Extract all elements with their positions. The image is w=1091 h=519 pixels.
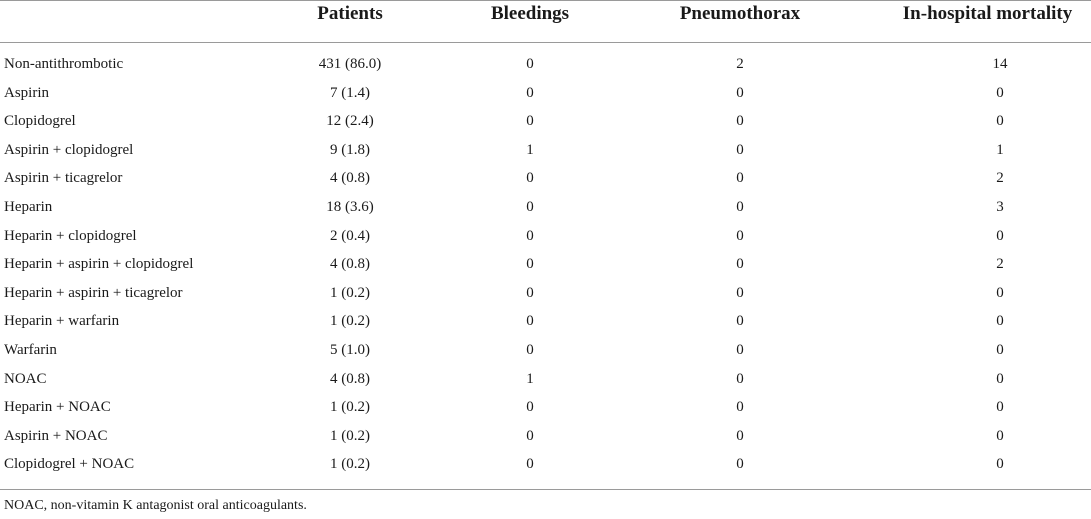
cell-in-hospital-mortality: 0 — [996, 341, 1004, 358]
table-row — [0, 164, 1091, 193]
cell-in-hospital-mortality: 1 — [996, 141, 1004, 158]
cell-pneumothorax: 0 — [736, 427, 744, 444]
cell-treatment: Aspirin + NOAC — [4, 427, 108, 444]
cell-patients: 2 (0.4) — [330, 227, 370, 244]
cell-treatment: Heparin + aspirin + ticagrelor — [4, 284, 183, 301]
table-header-rule — [0, 42, 1091, 43]
table-header-row — [0, 0, 1091, 42]
cell-pneumothorax: 0 — [736, 170, 744, 187]
cell-in-hospital-mortality: 0 — [996, 313, 1004, 330]
table-row — [0, 107, 1091, 136]
table-row — [0, 193, 1091, 222]
table-bottom-rule — [0, 489, 1091, 490]
table-row — [0, 365, 1091, 394]
header-patients: Patients — [317, 3, 383, 24]
cell-treatment: Heparin + clopidogrel — [4, 227, 137, 244]
cell-treatment: Clopidogrel + NOAC — [4, 456, 135, 473]
cell-bleedings: 0 — [526, 227, 534, 244]
cell-in-hospital-mortality: 0 — [996, 227, 1004, 244]
cell-patients: 4 (0.8) — [330, 370, 370, 387]
cell-pneumothorax: 0 — [736, 198, 744, 215]
cell-bleedings: 0 — [526, 170, 534, 187]
table-row — [0, 307, 1091, 336]
table-row — [0, 422, 1091, 451]
header-bleedings: Bleedings — [490, 3, 570, 24]
cell-in-hospital-mortality: 0 — [996, 370, 1004, 387]
cell-treatment: Aspirin — [4, 84, 49, 101]
cell-pneumothorax: 0 — [736, 227, 744, 244]
cell-pneumothorax: 0 — [736, 370, 744, 387]
cell-bleedings: 0 — [526, 427, 534, 444]
table-row — [0, 250, 1091, 279]
cell-in-hospital-mortality: 14 — [992, 56, 1008, 72]
cell-bleedings: 0 — [526, 456, 534, 473]
cell-patients: 1 (0.2) — [330, 456, 370, 473]
cell-in-hospital-mortality: 2 — [996, 256, 1004, 273]
cell-bleedings: 0 — [526, 399, 534, 416]
cell-in-hospital-mortality: 0 — [996, 84, 1004, 101]
cell-treatment: Clopidogrel — [4, 113, 76, 130]
cell-in-hospital-mortality: 0 — [996, 456, 1004, 473]
cell-pneumothorax: 0 — [736, 113, 744, 130]
table-row — [0, 279, 1091, 308]
cell-treatment: Heparin + warfarin — [4, 313, 120, 330]
cell-pneumothorax: 0 — [736, 341, 744, 358]
cell-patients: 431 (86.0) — [318, 56, 382, 72]
cell-bleedings: 0 — [526, 84, 534, 101]
table-row — [0, 450, 1091, 479]
cell-bleedings: 0 — [526, 313, 534, 330]
cell-pneumothorax: 2 — [736, 56, 744, 72]
table-row — [0, 50, 1091, 79]
cell-in-hospital-mortality: 0 — [996, 284, 1004, 301]
cell-pneumothorax: 0 — [736, 313, 744, 330]
table-row — [0, 136, 1091, 165]
cell-in-hospital-mortality: 0 — [996, 427, 1004, 444]
cell-pneumothorax: 0 — [736, 284, 744, 301]
cell-patients: 9 (1.8) — [330, 141, 370, 158]
cell-treatment: NOAC — [4, 370, 47, 387]
cell-patients: 1 (0.2) — [330, 284, 370, 301]
table-row — [0, 393, 1091, 422]
cell-in-hospital-mortality: 2 — [996, 170, 1004, 187]
table-body — [0, 50, 1091, 479]
cell-patients: 5 (1.0) — [330, 341, 370, 358]
cell-treatment: Warfarin — [4, 341, 57, 358]
cell-bleedings: 0 — [526, 113, 534, 130]
cell-treatment: Non-antithrombotic — [4, 56, 124, 72]
table-footnote: NOAC, non-vitamin K antagonist oral anticoagulants. — [4, 498, 307, 513]
table-row — [0, 336, 1091, 365]
cell-patients: 4 (0.8) — [330, 170, 370, 187]
header-in-hospital-mortality: In-hospital mortality — [902, 3, 1073, 24]
cell-bleedings: 0 — [526, 284, 534, 301]
cell-pneumothorax: 0 — [736, 141, 744, 158]
cell-treatment: Aspirin + ticagrelor — [4, 170, 123, 187]
cell-patients: 1 (0.2) — [330, 427, 370, 444]
cell-bleedings: 0 — [526, 341, 534, 358]
cell-patients: 4 (0.8) — [330, 256, 370, 273]
cell-patients: 12 (2.4) — [326, 113, 374, 130]
cell-patients: 1 (0.2) — [330, 313, 370, 330]
cell-patients: 18 (3.6) — [326, 198, 374, 215]
cell-bleedings: 0 — [526, 56, 534, 72]
table-row — [0, 222, 1091, 251]
cell-bleedings: 0 — [526, 198, 534, 215]
header-pneumothorax: Pneumothorax — [679, 3, 801, 24]
cell-treatment: Aspirin + clopidogrel — [4, 141, 134, 158]
cell-bleedings: 0 — [526, 256, 534, 273]
cell-in-hospital-mortality: 3 — [996, 198, 1004, 215]
cell-bleedings: 1 — [526, 370, 534, 387]
cell-pneumothorax: 0 — [736, 456, 744, 473]
cell-treatment: Heparin — [4, 198, 53, 215]
cell-patients: 1 (0.2) — [330, 399, 370, 416]
cell-pneumothorax: 0 — [736, 399, 744, 416]
cell-patients: 7 (1.4) — [330, 84, 370, 101]
cell-pneumothorax: 0 — [736, 256, 744, 273]
cell-treatment: Heparin + aspirin + clopidogrel — [4, 256, 194, 273]
cell-in-hospital-mortality: 0 — [996, 113, 1004, 130]
cell-bleedings: 1 — [526, 141, 534, 158]
cell-treatment: Heparin + NOAC — [4, 399, 111, 416]
cell-pneumothorax: 0 — [736, 84, 744, 101]
table-row — [0, 79, 1091, 108]
cell-in-hospital-mortality: 0 — [996, 399, 1004, 416]
